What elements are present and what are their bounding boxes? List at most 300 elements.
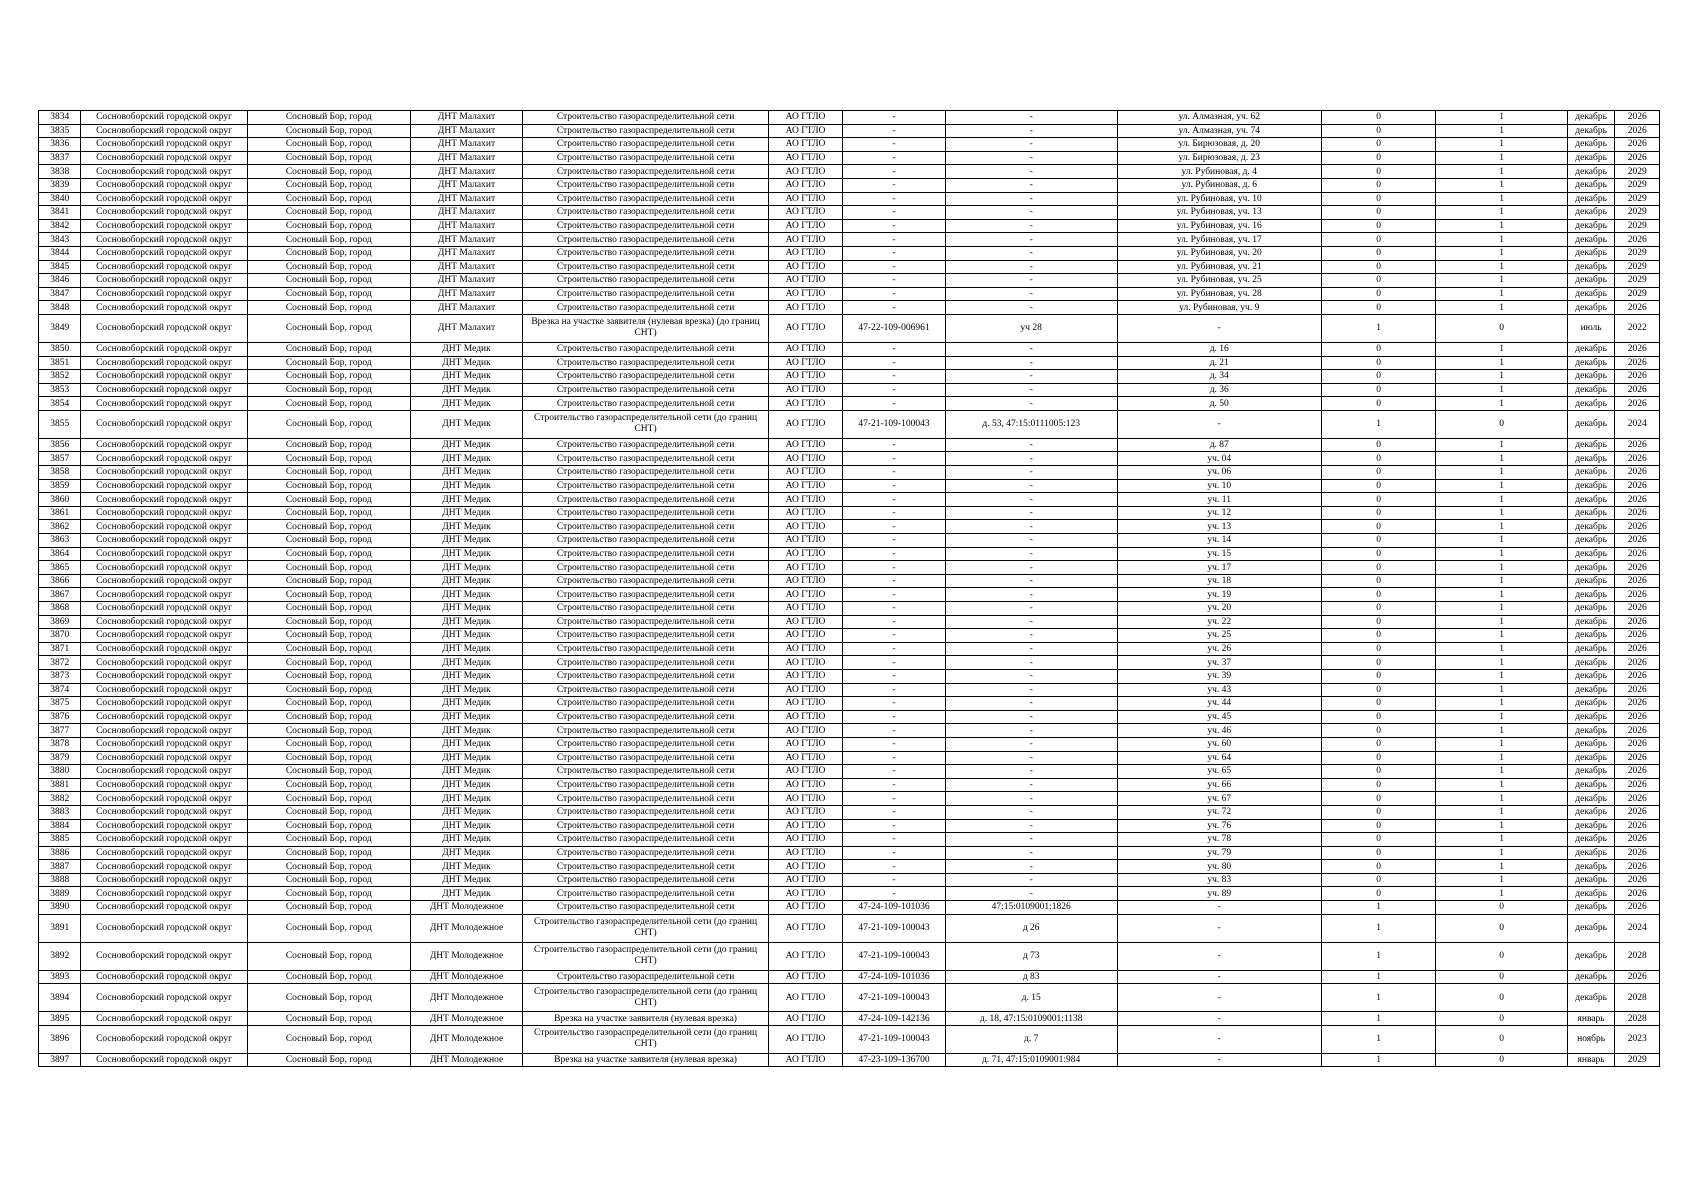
table-row [39, 574, 1660, 588]
cell-qty-applicant: 0 [1321, 860, 1435, 874]
cell-settlement: Сосновый Бор, город [247, 287, 410, 301]
table-row [39, 642, 1660, 656]
cell-work-type: Врезка на участке заявителя (нулевая врезка) [523, 1053, 769, 1067]
table-row [39, 301, 1660, 315]
cell-qty-network: 1 [1436, 124, 1567, 138]
cell-partnership: ДНТ Медик [410, 493, 522, 507]
cell-contractor: АО ГТЛО [768, 615, 842, 629]
cell-year: 2026 [1615, 588, 1660, 602]
cell-month: декабрь [1567, 206, 1615, 220]
table-row [39, 479, 1660, 493]
cell-year: 2026 [1615, 792, 1660, 806]
cell-street-plot: ул. Рубиновая, уч. 28 [1117, 287, 1321, 301]
cell-street-plot: - [1117, 1025, 1321, 1053]
cell-year: 2024 [1615, 410, 1660, 438]
cell-contractor: АО ГТЛО [768, 314, 842, 342]
cell-year: 2026 [1615, 873, 1660, 887]
cell-qty-network: 1 [1436, 629, 1567, 643]
cell-qty-network: 0 [1436, 901, 1567, 915]
cell-work-type: Строительство газораспределительной сети [523, 819, 769, 833]
cell-month: декабрь [1567, 970, 1615, 984]
cell-qty-applicant: 0 [1321, 111, 1435, 125]
cell-address-cadastral: д. 15 [945, 984, 1117, 1012]
cell-qty-network: 0 [1436, 314, 1567, 342]
cell-district: Сосновоборский городской округ [81, 833, 247, 847]
cell-contract-number: - [843, 138, 946, 152]
cell-year: 2026 [1615, 642, 1660, 656]
cell-district: Сосновоборский городской округ [81, 588, 247, 602]
cell-district: Сосновоборский городской округ [81, 370, 247, 384]
cell-street-plot: уч. 26 [1117, 642, 1321, 656]
cell-partnership: ДНТ Медик [410, 805, 522, 819]
cell-settlement: Сосновый Бор, город [247, 574, 410, 588]
table-row [39, 1025, 1660, 1053]
cell-address-cadastral: - [945, 846, 1117, 860]
cell-qty-applicant: 1 [1321, 1053, 1435, 1067]
cell-contract-number: - [843, 274, 946, 288]
cell-work-type: Строительство газораспределительной сети [523, 534, 769, 548]
cell-contract-number: - [843, 506, 946, 520]
cell-partnership: ДНТ Медик [410, 860, 522, 874]
cell-row-number: 3838 [39, 165, 81, 179]
cell-qty-applicant: 0 [1321, 178, 1435, 192]
cell-contract-number: - [843, 615, 946, 629]
cell-row-number: 3868 [39, 602, 81, 616]
cell-contract-number: 47-24-109-101036 [843, 901, 946, 915]
cell-contractor: АО ГТЛО [768, 873, 842, 887]
cell-street-plot: уч. 44 [1117, 697, 1321, 711]
cell-qty-applicant: 0 [1321, 466, 1435, 480]
cell-partnership: ДНТ Малахит [410, 260, 522, 274]
cell-district: Сосновоборский городской округ [81, 873, 247, 887]
table-row [39, 314, 1660, 342]
cell-work-type: Строительство газораспределительной сети (до границ СНТ) [523, 410, 769, 438]
cell-row-number: 3851 [39, 356, 81, 370]
cell-address-cadastral: - [945, 124, 1117, 138]
cell-contractor: АО ГТЛО [768, 887, 842, 901]
cell-year: 2026 [1615, 602, 1660, 616]
cell-district: Сосновоборский городской округ [81, 165, 247, 179]
cell-district: Сосновоборский городской округ [81, 506, 247, 520]
cell-row-number: 3845 [39, 260, 81, 274]
cell-street-plot: - [1117, 1012, 1321, 1026]
cell-contractor: АО ГТЛО [768, 506, 842, 520]
cell-month: декабрь [1567, 479, 1615, 493]
cell-contract-number: - [843, 683, 946, 697]
cell-address-cadastral: - [945, 724, 1117, 738]
cell-district: Сосновоборский городской округ [81, 1012, 247, 1026]
cell-address-cadastral: - [945, 778, 1117, 792]
cell-district: Сосновоборский городской округ [81, 1053, 247, 1067]
cell-address-cadastral: - [945, 833, 1117, 847]
cell-street-plot: - [1117, 970, 1321, 984]
cell-row-number: 3876 [39, 710, 81, 724]
cell-work-type: Строительство газораспределительной сети [523, 111, 769, 125]
cell-district: Сосновоборский городской округ [81, 178, 247, 192]
cell-month: декабрь [1567, 466, 1615, 480]
cell-work-type: Строительство газораспределительной сети [523, 629, 769, 643]
cell-qty-network: 1 [1436, 138, 1567, 152]
cell-street-plot: уч. 78 [1117, 833, 1321, 847]
table-row [39, 493, 1660, 507]
cell-qty-network: 0 [1436, 1053, 1567, 1067]
cell-row-number: 3841 [39, 206, 81, 220]
cell-settlement: Сосновый Бор, город [247, 588, 410, 602]
cell-partnership: ДНТ Медик [410, 561, 522, 575]
cell-month: декабрь [1567, 151, 1615, 165]
cell-settlement: Сосновый Бор, город [247, 901, 410, 915]
cell-row-number: 3846 [39, 274, 81, 288]
cell-qty-applicant: 1 [1321, 942, 1435, 970]
cell-address-cadastral: - [945, 138, 1117, 152]
cell-qty-network: 1 [1436, 219, 1567, 233]
cell-settlement: Сосновый Бор, город [247, 984, 410, 1012]
cell-contract-number: - [843, 629, 946, 643]
cell-contractor: АО ГТЛО [768, 1053, 842, 1067]
cell-qty-network: 1 [1436, 466, 1567, 480]
cell-street-plot: уч. 12 [1117, 506, 1321, 520]
cell-month: декабрь [1567, 561, 1615, 575]
cell-partnership: ДНТ Медик [410, 397, 522, 411]
cell-year: 2029 [1615, 219, 1660, 233]
cell-month: декабрь [1567, 260, 1615, 274]
cell-district: Сосновоборский городской округ [81, 710, 247, 724]
cell-partnership: ДНТ Медик [410, 751, 522, 765]
cell-year: 2026 [1615, 370, 1660, 384]
cell-qty-applicant: 0 [1321, 574, 1435, 588]
cell-partnership: ДНТ Медик [410, 765, 522, 779]
cell-month: декабрь [1567, 602, 1615, 616]
cell-work-type: Строительство газораспределительной сети [523, 860, 769, 874]
cell-contract-number: - [843, 765, 946, 779]
cell-address-cadastral: - [945, 561, 1117, 575]
cell-work-type: Строительство газораспределительной сети [523, 697, 769, 711]
cell-qty-applicant: 0 [1321, 383, 1435, 397]
cell-settlement: Сосновый Бор, город [247, 479, 410, 493]
cell-qty-applicant: 0 [1321, 561, 1435, 575]
table-row [39, 534, 1660, 548]
cell-row-number: 3883 [39, 805, 81, 819]
cell-address-cadastral: - [945, 493, 1117, 507]
cell-partnership: ДНТ Малахит [410, 151, 522, 165]
cell-qty-applicant: 0 [1321, 629, 1435, 643]
cell-contractor: АО ГТЛО [768, 970, 842, 984]
cell-address-cadastral: - [945, 642, 1117, 656]
cell-row-number: 3860 [39, 493, 81, 507]
cell-month: декабрь [1567, 520, 1615, 534]
cell-district: Сосновоборский городской округ [81, 151, 247, 165]
cell-contractor: АО ГТЛО [768, 792, 842, 806]
cell-year: 2026 [1615, 547, 1660, 561]
cell-partnership: ДНТ Малахит [410, 233, 522, 247]
table-row [39, 656, 1660, 670]
cell-district: Сосновоборский городской округ [81, 287, 247, 301]
cell-partnership: ДНТ Медик [410, 683, 522, 697]
cell-year: 2029 [1615, 165, 1660, 179]
cell-contract-number: - [843, 534, 946, 548]
cell-address-cadastral: - [945, 860, 1117, 874]
cell-year: 2026 [1615, 506, 1660, 520]
cell-work-type: Строительство газораспределительной сети [523, 656, 769, 670]
cell-work-type: Строительство газораспределительной сети [523, 206, 769, 220]
cell-month: декабрь [1567, 342, 1615, 356]
cell-contract-number: - [843, 846, 946, 860]
cell-row-number: 3869 [39, 615, 81, 629]
table-row [39, 846, 1660, 860]
cell-street-plot: ул. Рубиновая, уч. 16 [1117, 219, 1321, 233]
cell-address-cadastral: - [945, 219, 1117, 233]
cell-address-cadastral: 47:15:0109001:1826 [945, 901, 1117, 915]
cell-settlement: Сосновый Бор, город [247, 219, 410, 233]
cell-address-cadastral: - [945, 438, 1117, 452]
cell-month: декабрь [1567, 984, 1615, 1012]
cell-district: Сосновоборский городской округ [81, 751, 247, 765]
cell-contract-number: - [843, 588, 946, 602]
cell-contractor: АО ГТЛО [768, 751, 842, 765]
cell-work-type: Строительство газораспределительной сети [523, 192, 769, 206]
cell-contractor: АО ГТЛО [768, 165, 842, 179]
cell-partnership: ДНТ Медик [410, 887, 522, 901]
cell-row-number: 3852 [39, 370, 81, 384]
cell-contract-number: - [843, 792, 946, 806]
table-row [39, 452, 1660, 466]
cell-partnership: ДНТ Медик [410, 383, 522, 397]
cell-qty-applicant: 0 [1321, 724, 1435, 738]
cell-qty-network: 0 [1436, 984, 1567, 1012]
cell-row-number: 3871 [39, 642, 81, 656]
cell-year: 2026 [1615, 438, 1660, 452]
cell-address-cadastral: - [945, 629, 1117, 643]
cell-work-type: Врезка на участке заявителя (нулевая врезка) [523, 1012, 769, 1026]
cell-month: декабрь [1567, 246, 1615, 260]
cell-address-cadastral: - [945, 246, 1117, 260]
cell-street-plot: - [1117, 314, 1321, 342]
cell-street-plot: уч. 46 [1117, 724, 1321, 738]
cell-month: ноябрь [1567, 1025, 1615, 1053]
cell-partnership: ДНТ Медик [410, 438, 522, 452]
cell-partnership: ДНТ Медик [410, 656, 522, 670]
table-row [39, 520, 1660, 534]
cell-row-number: 3872 [39, 656, 81, 670]
cell-contractor: АО ГТЛО [768, 765, 842, 779]
cell-partnership: ДНТ Медик [410, 520, 522, 534]
cell-settlement: Сосновый Бор, город [247, 165, 410, 179]
cell-contractor: АО ГТЛО [768, 301, 842, 315]
cell-qty-network: 1 [1436, 452, 1567, 466]
cell-qty-network: 1 [1436, 260, 1567, 274]
cell-year: 2029 [1615, 192, 1660, 206]
cell-contract-number: 47-24-109-101036 [843, 970, 946, 984]
cell-month: декабрь [1567, 724, 1615, 738]
cell-row-number: 3835 [39, 124, 81, 138]
cell-address-cadastral: - [945, 697, 1117, 711]
cell-work-type: Строительство газораспределительной сети [523, 669, 769, 683]
cell-month: декабрь [1567, 588, 1615, 602]
cell-district: Сосновоборский городской округ [81, 410, 247, 438]
cell-qty-applicant: 0 [1321, 356, 1435, 370]
cell-qty-network: 1 [1436, 669, 1567, 683]
cell-row-number: 3858 [39, 466, 81, 480]
cell-district: Сосновоборский городской округ [81, 260, 247, 274]
cell-partnership: ДНТ Медик [410, 370, 522, 384]
cell-month: декабрь [1567, 697, 1615, 711]
cell-year: 2026 [1615, 751, 1660, 765]
cell-partnership: ДНТ Молодежное [410, 1025, 522, 1053]
cell-street-plot: уч. 45 [1117, 710, 1321, 724]
cell-qty-applicant: 0 [1321, 737, 1435, 751]
cell-district: Сосновоборский городской округ [81, 887, 247, 901]
cell-month: январь [1567, 1053, 1615, 1067]
table-row [39, 984, 1660, 1012]
cell-street-plot: ул. Рубиновая, уч. 13 [1117, 206, 1321, 220]
cell-settlement: Сосновый Бор, город [247, 246, 410, 260]
cell-row-number: 3873 [39, 669, 81, 683]
cell-work-type: Строительство газораспределительной сети [523, 370, 769, 384]
cell-address-cadastral: - [945, 178, 1117, 192]
cell-settlement: Сосновый Бор, город [247, 314, 410, 342]
cell-row-number: 3891 [39, 914, 81, 942]
table-row [39, 615, 1660, 629]
cell-work-type: Строительство газораспределительной сети (до границ СНТ) [523, 914, 769, 942]
table-row [39, 833, 1660, 847]
cell-settlement: Сосновый Бор, город [247, 751, 410, 765]
cell-street-plot: уч. 67 [1117, 792, 1321, 806]
cell-year: 2026 [1615, 765, 1660, 779]
cell-contractor: АО ГТЛО [768, 342, 842, 356]
cell-street-plot: д. 34 [1117, 370, 1321, 384]
cell-district: Сосновоборский городской округ [81, 111, 247, 125]
cell-settlement: Сосновый Бор, город [247, 342, 410, 356]
table-row [39, 370, 1660, 384]
table-row [39, 737, 1660, 751]
cell-contractor: АО ГТЛО [768, 588, 842, 602]
cell-contractor: АО ГТЛО [768, 642, 842, 656]
cell-qty-applicant: 0 [1321, 287, 1435, 301]
cell-street-plot: уч. 39 [1117, 669, 1321, 683]
cell-month: декабрь [1567, 778, 1615, 792]
cell-partnership: ДНТ Медик [410, 547, 522, 561]
cell-month: декабрь [1567, 942, 1615, 970]
cell-year: 2026 [1615, 887, 1660, 901]
cell-month: декабрь [1567, 887, 1615, 901]
cell-year: 2026 [1615, 356, 1660, 370]
cell-year: 2026 [1615, 111, 1660, 125]
cell-work-type: Строительство газораспределительной сети [523, 479, 769, 493]
cell-street-plot: ул. Алмазная, уч. 74 [1117, 124, 1321, 138]
cell-qty-network: 1 [1436, 506, 1567, 520]
cell-partnership: ДНТ Малахит [410, 206, 522, 220]
cell-settlement: Сосновый Бор, город [247, 397, 410, 411]
cell-row-number: 3882 [39, 792, 81, 806]
cell-street-plot: ул. Рубиновая, уч. 17 [1117, 233, 1321, 247]
cell-year: 2026 [1615, 233, 1660, 247]
cell-work-type: Строительство газораспределительной сети [523, 178, 769, 192]
cell-district: Сосновоборский городской округ [81, 819, 247, 833]
cell-row-number: 3834 [39, 111, 81, 125]
cell-qty-network: 1 [1436, 751, 1567, 765]
cell-work-type: Строительство газораспределительной сети [523, 466, 769, 480]
cell-year: 2026 [1615, 124, 1660, 138]
cell-qty-network: 1 [1436, 274, 1567, 288]
cell-year: 2026 [1615, 669, 1660, 683]
cell-settlement: Сосновый Бор, город [247, 873, 410, 887]
cell-row-number: 3877 [39, 724, 81, 738]
cell-street-plot: - [1117, 914, 1321, 942]
cell-row-number: 3863 [39, 534, 81, 548]
cell-qty-applicant: 0 [1321, 588, 1435, 602]
table-row [39, 342, 1660, 356]
cell-row-number: 3850 [39, 342, 81, 356]
cell-address-cadastral: - [945, 206, 1117, 220]
cell-street-plot: уч. 10 [1117, 479, 1321, 493]
cell-settlement: Сосновый Бор, город [247, 1012, 410, 1026]
cell-contract-number: - [843, 151, 946, 165]
cell-district: Сосновоборский городской округ [81, 792, 247, 806]
cell-settlement: Сосновый Бор, город [247, 301, 410, 315]
cell-work-type: Строительство газораспределительной сети [523, 737, 769, 751]
cell-qty-network: 1 [1436, 479, 1567, 493]
cell-year: 2028 [1615, 942, 1660, 970]
cell-qty-applicant: 0 [1321, 534, 1435, 548]
cell-row-number: 3874 [39, 683, 81, 697]
cell-partnership: ДНТ Медик [410, 342, 522, 356]
cell-contract-number: - [843, 642, 946, 656]
cell-qty-network: 1 [1436, 805, 1567, 819]
cell-month: декабрь [1567, 111, 1615, 125]
cell-district: Сосновоборский городской округ [81, 561, 247, 575]
cell-qty-applicant: 0 [1321, 260, 1435, 274]
cell-district: Сосновоборский городской округ [81, 642, 247, 656]
cell-settlement: Сосновый Бор, город [247, 370, 410, 384]
cell-address-cadastral: - [945, 669, 1117, 683]
cell-partnership: ДНТ Медик [410, 615, 522, 629]
cell-qty-network: 1 [1436, 246, 1567, 260]
gasification-table [38, 110, 1660, 1067]
cell-month: декабрь [1567, 274, 1615, 288]
cell-district: Сосновоборский городской округ [81, 438, 247, 452]
cell-street-plot: уч. 19 [1117, 588, 1321, 602]
cell-qty-applicant: 0 [1321, 246, 1435, 260]
cell-contract-number: - [843, 860, 946, 874]
cell-partnership: ДНТ Малахит [410, 301, 522, 315]
cell-row-number: 3890 [39, 901, 81, 915]
cell-partnership: ДНТ Медик [410, 873, 522, 887]
cell-qty-network: 1 [1436, 493, 1567, 507]
cell-street-plot: ул. Рубиновая, уч. 20 [1117, 246, 1321, 260]
cell-contractor: АО ГТЛО [768, 370, 842, 384]
cell-settlement: Сосновый Бор, город [247, 561, 410, 575]
cell-month: декабрь [1567, 452, 1615, 466]
cell-qty-applicant: 0 [1321, 656, 1435, 670]
cell-address-cadastral: - [945, 452, 1117, 466]
cell-settlement: Сосновый Бор, город [247, 737, 410, 751]
cell-district: Сосновоборский городской округ [81, 724, 247, 738]
cell-partnership: ДНТ Медик [410, 602, 522, 616]
cell-month: декабрь [1567, 301, 1615, 315]
cell-contract-number: - [843, 778, 946, 792]
cell-year: 2026 [1615, 479, 1660, 493]
cell-contractor: АО ГТЛО [768, 901, 842, 915]
cell-address-cadastral: - [945, 301, 1117, 315]
cell-partnership: ДНТ Малахит [410, 124, 522, 138]
cell-month: декабрь [1567, 506, 1615, 520]
cell-row-number: 3867 [39, 588, 81, 602]
cell-work-type: Врезка на участке заявителя (нулевая врезка) (до границ СНТ) [523, 314, 769, 342]
cell-contractor: АО ГТЛО [768, 683, 842, 697]
cell-district: Сосновоборский городской округ [81, 356, 247, 370]
cell-address-cadastral: - [945, 397, 1117, 411]
cell-contract-number: - [843, 547, 946, 561]
